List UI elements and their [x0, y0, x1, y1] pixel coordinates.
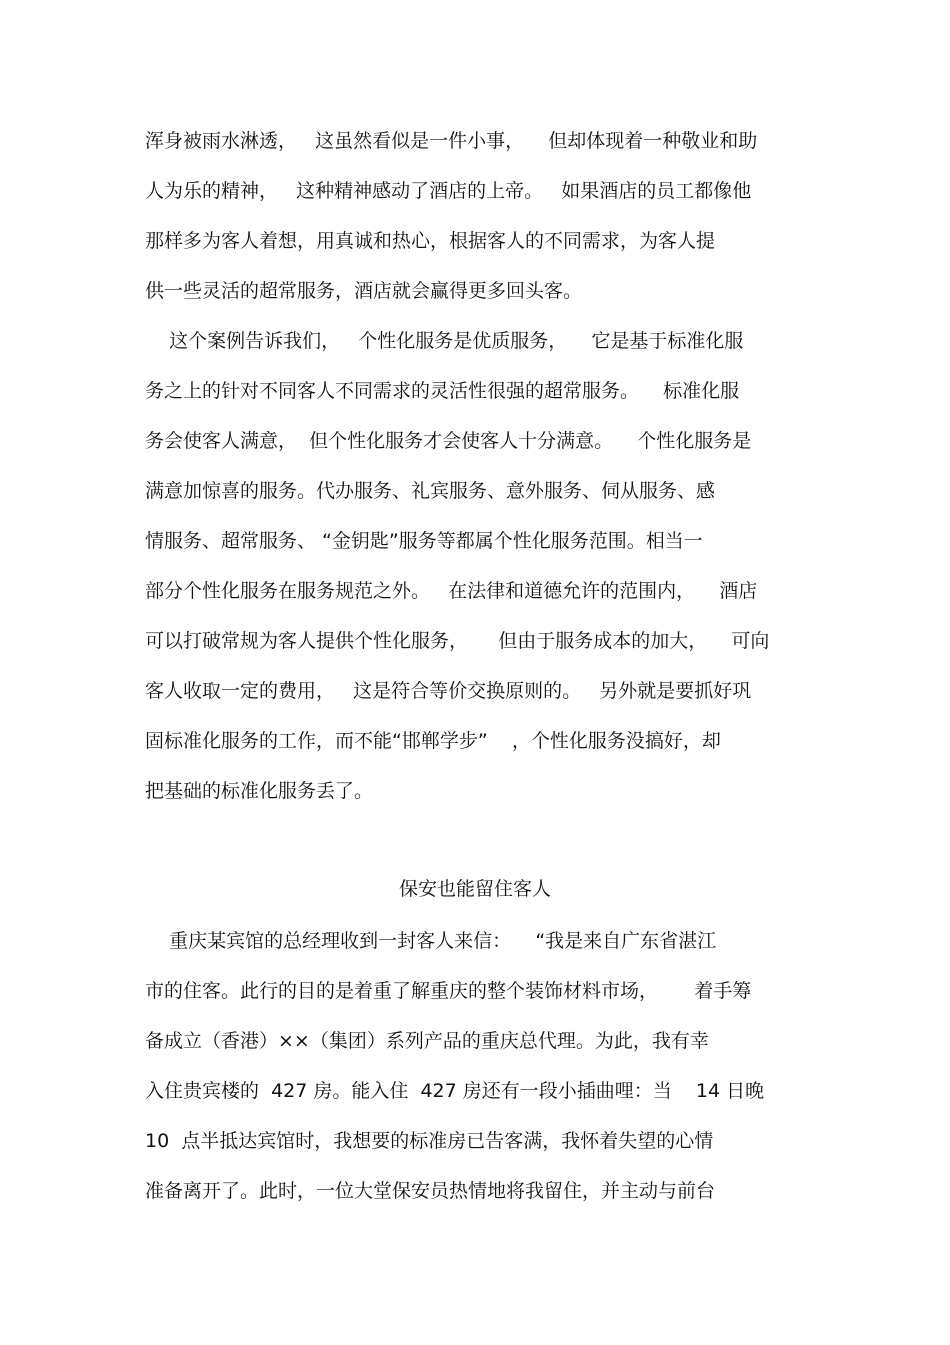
text-line: 这个案例告诉我们， 个性化服务是优质服务， 它是基于标准化服 — [145, 330, 744, 352]
text-line: 入住贵宾楼的 427 房。能入住 427 房还有一段小插曲哩：当 14 日晚 — [145, 1080, 765, 1102]
text-line: 人为乐的精神， 这种精神感动了酒店的上帝。 如果酒店的员工都像他 — [145, 180, 752, 202]
section-title: 保安也能留住客人 — [398, 878, 551, 900]
text-line: 部分个性化服务在服务规范之外。 在法律和道德允许的范围内， 酒店 — [145, 580, 758, 602]
text-line: 满意加惊喜的服务。代办服务、礼宾服务、意外服务、伺从服务、感 — [145, 480, 716, 502]
text-line: 备成立（香港）××（集团）系列产品的重庆总代理。为此，我有幸 — [145, 1030, 709, 1052]
text-line: 重庆某宾馆的总经理收到一封客人来信： “我是来自广东省湛江 — [145, 930, 717, 952]
text-line: 10 点半抵达宾馆时，我想要的标准房已告客满，我怀着失望的心情 — [145, 1130, 714, 1152]
text-line: 可以打破常规为客人提供个性化服务， 但由于服务成本的加大， 可向 — [145, 630, 770, 652]
text-line: 市的住客。此行的目的是着重了解重庆的整个装饰材料市场， 着手筹 — [145, 980, 752, 1002]
text-line: 供一些灵活的超常服务，酒店就会赢得更多回头客。 — [145, 280, 583, 302]
text-line: 准备离开了。此时，一位大堂保安员热情地将我留住，并主动与前台 — [145, 1180, 716, 1202]
text-line: 务之上的针对不同客人不同需求的灵活性很强的超常服务。 标准化服 — [145, 380, 740, 402]
text-line: 务会使客人满意， 但个性化服务才会使客人十分满意。 个性化服务是 — [145, 430, 752, 452]
text-line: 浑身被雨水淋透， 这虽然看似是一件小事， 但却体现着一种敬业和助 — [145, 130, 758, 152]
text-line: 情服务、超常服务、 “金钥匙”服务等都属个性化服务范围。相当一 — [145, 530, 703, 552]
text-line: 固标准化服务的工作，而不能“邯郸学步” ，个性化服务没搞好，却 — [145, 730, 721, 752]
text-line: 把基础的标准化服务丢了。 — [145, 780, 374, 802]
text-line: 客人收取一定的费用， 这是符合等价交换原则的。 另外就是要抓好巩 — [145, 680, 752, 702]
text-line: 那样多为客人着想，用真诚和热心，根据客人的不同需求，为客人提 — [145, 230, 716, 252]
